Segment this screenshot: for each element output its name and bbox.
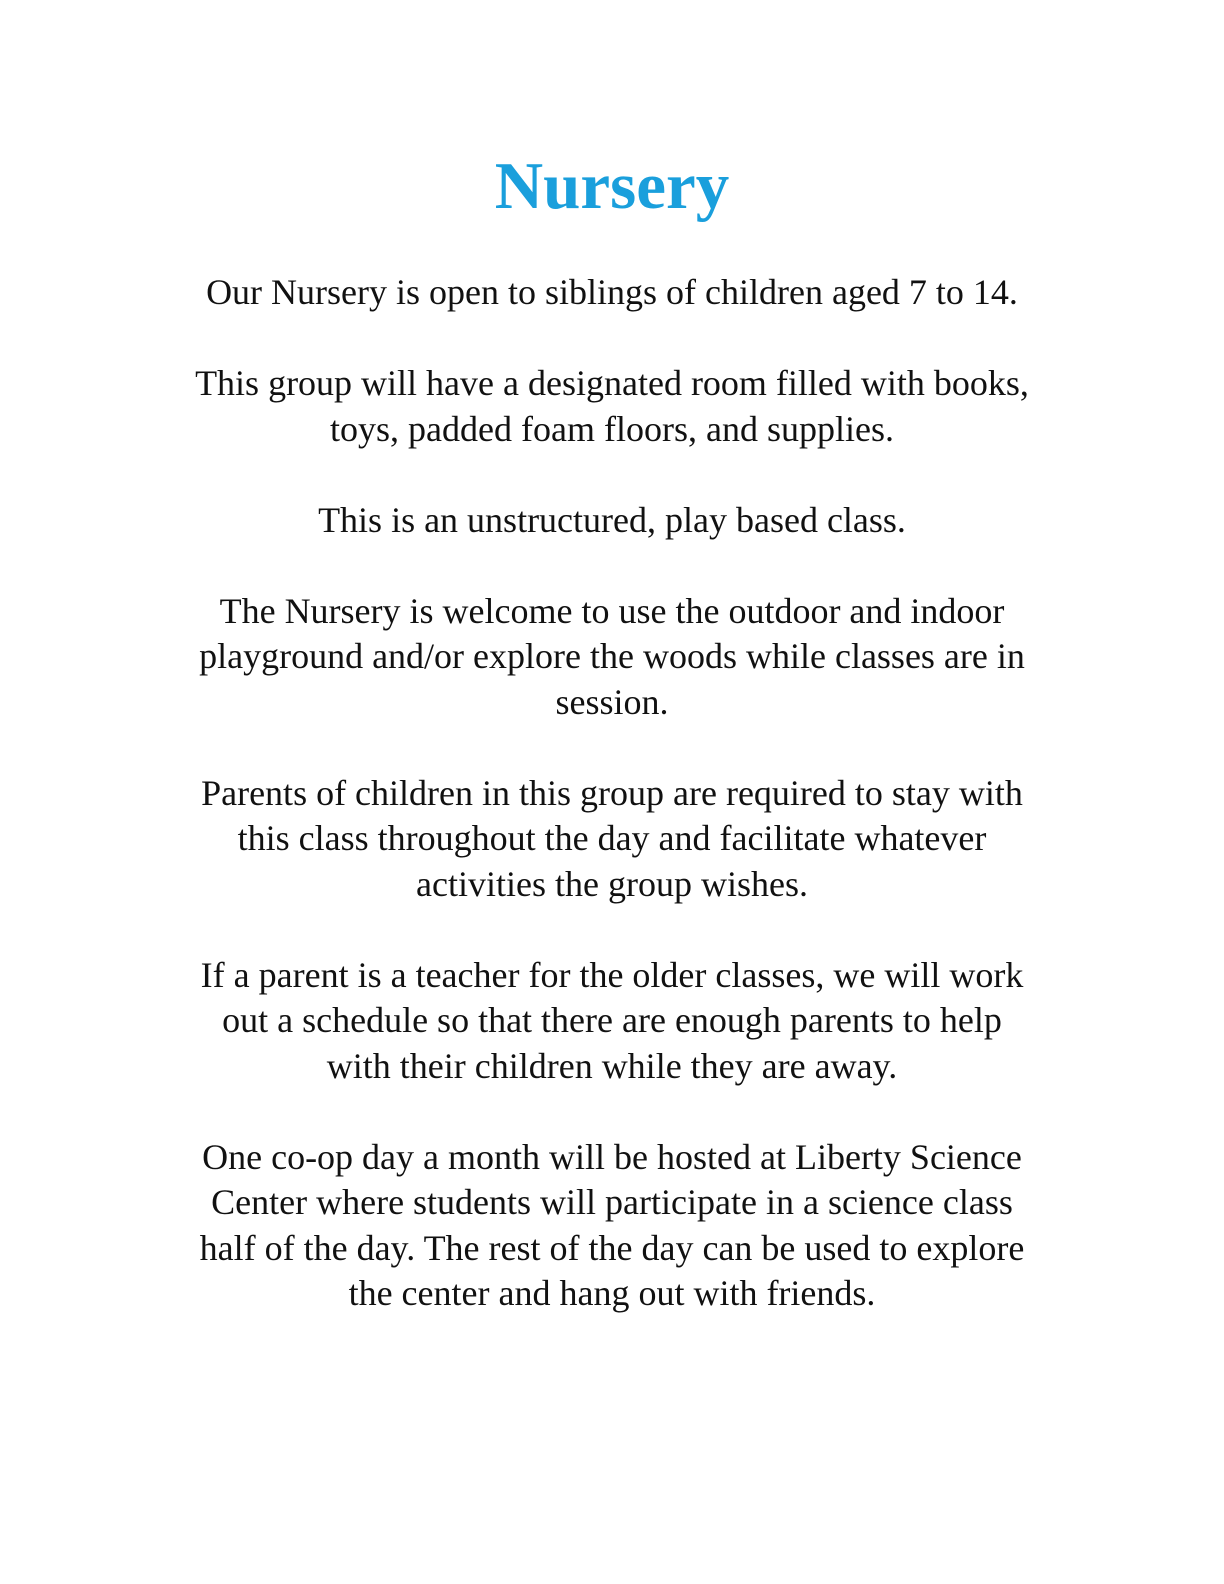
text-line: This group will have a designated room filled with books,: [195, 363, 1029, 403]
text-line: playground and/or explore the woods while classes are in: [199, 636, 1025, 676]
text-line: Parents of children in this group are required to stay with: [201, 772, 1023, 813]
body-text: [112, 270, 1112, 1362]
text-line: out a schedule so that there are enough parents to help: [222, 1000, 1002, 1040]
paragraph-teacher-schedule: [112, 953, 1112, 1090]
text-line: This is an unstructured, play based class.: [318, 499, 906, 540]
text-line: The Nursery is welcome to use the outdoor and indoor: [219, 590, 1005, 631]
text-line: this class throughout the day and facilitate whatever: [237, 818, 987, 858]
paragraph-playground: [112, 589, 1112, 726]
text-line: Center where students will participate in a science class: [211, 1182, 1013, 1222]
text-line: One co-op day a month will be hosted at Liberty Science: [202, 1136, 1022, 1177]
text-line: half of the day. The rest of the day can be used to explore: [199, 1227, 1025, 1268]
paragraph-parent-requirement: [112, 771, 1112, 908]
text-line: with their children while they are away.: [326, 1045, 898, 1086]
text-line: Our Nursery is open to siblings of children aged 7 to 14.: [206, 272, 1018, 312]
paragraph-designated-room: [112, 361, 1112, 452]
text-line: the center and hang out with friends.: [348, 1273, 876, 1313]
text-line: toys, padded foam floors, and supplies.: [330, 408, 894, 449]
text-line: session.: [555, 681, 669, 722]
text-line: activities the group wishes.: [416, 863, 808, 904]
paragraph-class-style: [112, 498, 1112, 544]
page-title: Nursery: [494, 149, 730, 223]
paragraph-age-eligibility: [112, 270, 1112, 316]
text-line: If a parent is a teacher for the older classes, we will work: [200, 954, 1024, 995]
paragraph-science-center: [112, 1135, 1112, 1317]
